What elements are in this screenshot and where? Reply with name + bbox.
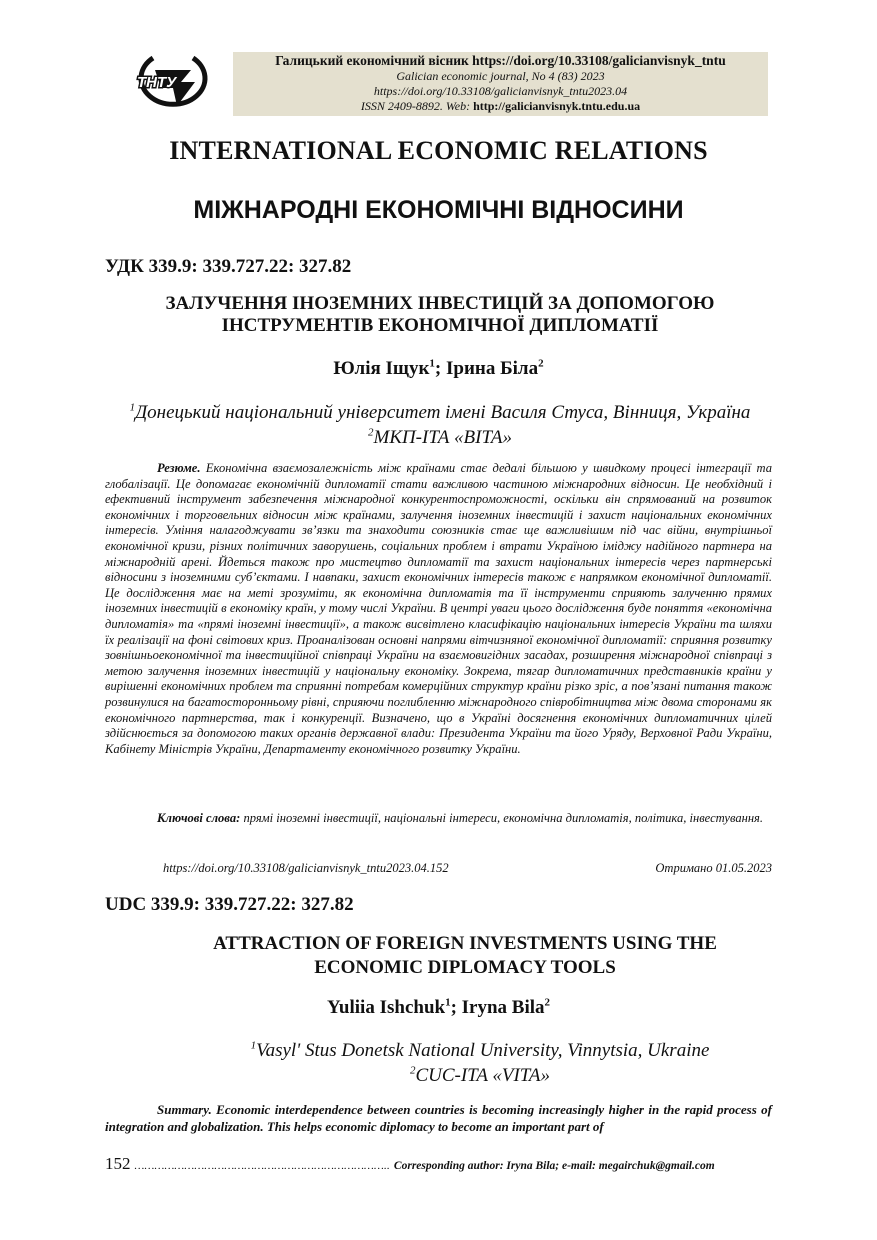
abstract-label: Резюме.: [157, 461, 201, 475]
section-title-ua: МІЖНАРОДНІ ЕКОНОМІЧНІ ВІДНОСИНИ: [193, 196, 684, 224]
page-footer: [105, 1154, 772, 1174]
keywords-text: прямі іноземні інвестиції, національні інтереси, економічна дипломатія, політика, інвестування.: [243, 811, 764, 825]
article-title-en: [180, 932, 750, 980]
article-title-en-line2: ECONOMIC DIPLOMACY TOOLS: [314, 957, 616, 978]
udk-code: УДК 339.9: 339.727.22: 327.82: [105, 256, 352, 277]
section-title-en: INTERNATIONAL ECONOMIC RELATIONS: [169, 136, 708, 165]
authors-en: Yuliia Ishchuk$^1$; Iryna Bila$^2$: [326, 996, 551, 1018]
journal-issn: [233, 99, 768, 114]
journal-issue-doi: https://doi.org/10.33108/galicianvisnyk_tntu2023.04: [373, 84, 628, 98]
author1-ua: Юлія Іщук: [333, 358, 430, 379]
abstract-ua: [105, 461, 772, 757]
summary-en: [105, 1101, 772, 1135]
footer-dots: …………………………………………………………………..: [134, 1160, 390, 1172]
author2-ua: Ірина Біла: [445, 358, 539, 379]
abstract-text: Економічна взаємозалежність між країнами стає дедалі більшою у швидкому процесі інтеграції та глобалізації. Це допомагає економічній дипломатії стати важливою частиною міжнародних відносин. Це необхідний і ефективний інструмент забезпечення міжнародної конкурентоспроможності, оскільки він спрямований на розвиток економічних і торговельних відносин між країнами, залучення іноземних інвестицій і захист національних економічних інтересів. Уміння налагоджувати зв’язки та знаходити союзників стає ще важливішим під час війни, внутрішньої економічної кризи, різних політичних заворушень, соціальних проблем і втрати Україною іміджу надійного партнера на міжнародній арені. Йдеться також про мистецтво дипломатії та захист національних інтересів через партнерські відносини з іноземними суб’єктами. І навпаки, захист економічних інтересів також є напрямком економічної дипломатії. Це дослідження має на меті зрозуміти, як економічна дипломатія та її інструменти сприяють залученню прямих іноземних інвестицій в економіку країн, у тому числі України. В центрі уваги цього дослідження буде поняття «економічна дипломатія» та «прямі іноземні інвестиції», а також висвітлено класифікацію національних інтересів України та шляхи їх реалізації на фоні світових криз. Проаналізован основні напрями вітчизняної економічної дипломатії: сприяння розвитку зовнішньоекономічної та інвестиційної співпраці України на взаємовигідних засадах, розширення міжнародної співпраці з метою залучення іноземних інвестицій у національну економіку. Зокрема, тягар дипломатичних представників країни у вирішенні економічних проблем та сприянні потребам комерційних структур країни різко зріс, а пов’язані питання також розвинулися на багатосторонньому рівні, сприяючи поглибленню міжнародного співробітництва між двома сторонами як економічного партнерства, так і конкуренції. Визначено, що в Україні досягнення економічних дипломатичних цілей здійснюється за допомогою таких органів державної влади: Президента України та його Уряду, Верховної Ради України, Кабінету Міністрів України, Департаменту економічного розвитку України.: [105, 461, 772, 756]
journal-issue: Galician economic journal, No 4 (83) 2023: [396, 69, 605, 83]
affiliation1-en: Vasyl' Stus Donetsk National University, Vinnytsia, Ukraine: [256, 1040, 710, 1061]
summary-text: Economic interdependence between countries is becoming increasingly higher in the rapid process of integration and globalization. This helps economic diplomacy to become an important part of: [105, 1102, 772, 1134]
affiliation2-ua: МКП-ІТА «ВІТА»: [373, 427, 512, 448]
logo-text: ТНТУ: [137, 74, 177, 91]
author1-en: Yuliia Ishchuk: [326, 997, 446, 1018]
keywords-label: Ключові слова:: [157, 811, 241, 825]
corresponding-author: Corresponding author: Iryna Bila; e-mail: megairchuk@gmail.com: [393, 1160, 715, 1172]
udc-code: UDC 339.9: 339.727.22: 327.82: [105, 894, 354, 915]
tntu-logo: [133, 50, 213, 116]
article-title-en-line1: ATTRACTION OF FOREIGN INVESTMENTS USING THE: [213, 933, 717, 954]
authors-ua: Юлія Іщук$^1$; Ірина Біла$^2$: [333, 357, 544, 379]
journal-title: Галицький економічний вісник https://doi.org/10.33108/galicianvisnyk_tntu: [275, 53, 726, 68]
received-date: Отримано 01.05.2023: [655, 861, 772, 875]
affiliations-en: $^1$Vasyl' Stus Donetsk National University, Vinnytsia, Ukraine $^2$CUC-ITA «VITA»: [250, 1039, 710, 1086]
article-title-ua-line2: ІНСТРУМЕНТІВ ЕКОНОМІЧНОЇ ДИПЛОМАТІЇ: [221, 315, 659, 336]
article-title-ua-line1: ЗАЛУЧЕННЯ ІНОЗЕМНИХ ІНВЕСТИЦІЙ ЗА ДОПОМОГОЮ: [165, 293, 715, 314]
author2-en: Iryna Bila: [461, 997, 545, 1018]
affiliation1-ua: Донецький національний університет імені Василя Стуса, Вінниця, Україна: [135, 402, 751, 423]
keywords-ua: [105, 811, 772, 827]
summary-label: Summary.: [157, 1102, 212, 1117]
journal-header: [233, 52, 768, 116]
article-doi[interactable]: https://doi.org/10.33108/galicianvisnyk_tntu2023.04.152: [163, 861, 449, 875]
page-number: 152: [105, 1154, 131, 1173]
affiliation2-en: CUC-ITA «VITA»: [415, 1065, 551, 1086]
affiliations-ua: $^1$Донецький національний університет імені Василя Стуса, Вінниця, Україна $^2$МКП-ІТА «ВІТА»: [129, 401, 751, 448]
journal-issn-text: ISSN 2409-8892. Web:: [360, 99, 474, 113]
journal-web-link[interactable]: http://galicianvisnyk.tntu.edu.ua: [473, 99, 641, 113]
article-title-ua: [120, 293, 760, 337]
